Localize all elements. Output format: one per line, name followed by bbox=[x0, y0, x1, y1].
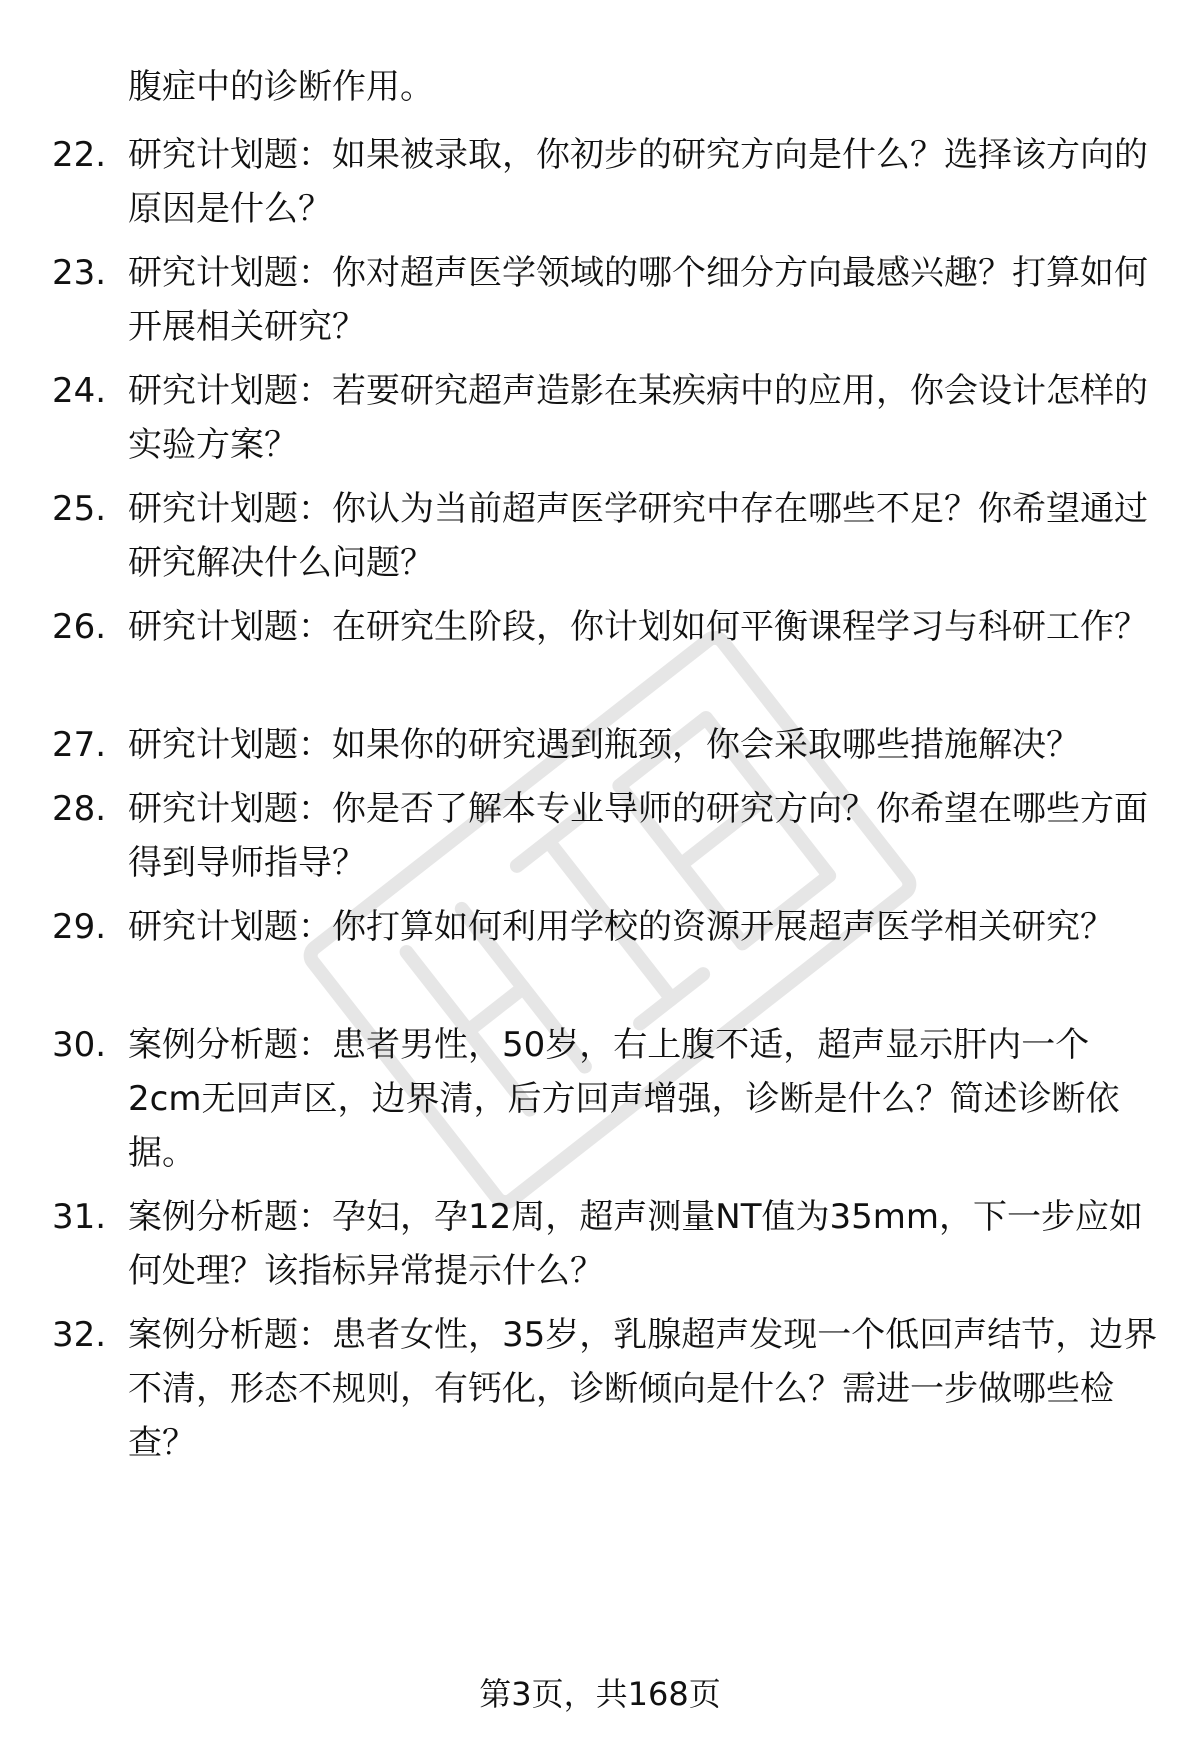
question-number: 22. bbox=[52, 135, 107, 175]
question-number: 28. bbox=[52, 789, 107, 829]
question-number: 25. bbox=[52, 489, 107, 529]
question-text: 研究计划题：你对超声医学领域的哪个细分方向最感兴趣？打算如何开展相关研究？ bbox=[128, 253, 1148, 347]
question-number: 30. bbox=[52, 1025, 107, 1065]
question-number: 26. bbox=[52, 607, 107, 647]
question-item bbox=[52, 364, 1162, 472]
question-item bbox=[52, 782, 1162, 890]
question-item bbox=[52, 128, 1162, 236]
question-text: 研究计划题：如果你的研究遇到瓶颈，你会采取哪些措施解决？ bbox=[128, 725, 1080, 765]
question-item bbox=[52, 1190, 1162, 1298]
question-number: 31. bbox=[52, 1197, 107, 1237]
question-item bbox=[52, 718, 1162, 772]
question-number: 24. bbox=[52, 371, 107, 411]
continuation-text: 腹症中的诊断作用。 bbox=[128, 67, 434, 107]
question-text: 研究计划题：你打算如何利用学校的资源开展超声医学相关研究？ bbox=[128, 907, 1114, 947]
question-item bbox=[52, 900, 1162, 954]
question-item bbox=[52, 246, 1162, 354]
question-number: 29. bbox=[52, 907, 107, 947]
question-item bbox=[52, 482, 1162, 590]
question-item bbox=[52, 1308, 1162, 1470]
question-text: 研究计划题：在研究生阶段，你计划如何平衡课程学习与科研工作？ bbox=[128, 607, 1148, 647]
question-text: 研究计划题：你认为当前超声医学研究中存在哪些不足？你希望通过研究解决什么问题？ bbox=[128, 489, 1148, 583]
question-number: 32. bbox=[52, 1315, 107, 1355]
question-number: 27. bbox=[52, 725, 107, 765]
question-text: 案例分析题：孕妇，孕12周，超声测量NT值为35mm，下一步应如何处理？该指标异常提示什么？ bbox=[128, 1197, 1143, 1291]
page-footer: 第3页，共168页 bbox=[479, 1675, 721, 1713]
question-text: 研究计划题：你是否了解本专业导师的研究方向？你希望在哪些方面得到导师指导？ bbox=[128, 789, 1148, 883]
question-item bbox=[52, 600, 1162, 654]
question-text: 研究计划题：若要研究超声造影在某疾病中的应用，你会设计怎样的实验方案？ bbox=[128, 371, 1148, 465]
question-text: 研究计划题：如果被录取，你初步的研究方向是什么？选择该方向的原因是什么？ bbox=[128, 135, 1148, 229]
question-text: 案例分析题：患者女性，35岁，乳腺超声发现一个低回声结节，边界不清，形态不规则，有钙化，诊断倾向是什么？需进一步做哪些检查？ bbox=[128, 1315, 1158, 1463]
question-number: 23. bbox=[52, 253, 107, 293]
question-text: 案例分析题：患者男性，50岁，右上腹不适，超声显示肝内一个2cm无回声区，边界清，后方回声增强，诊断是什么？简述诊断依据。 bbox=[128, 1025, 1120, 1173]
question-item bbox=[52, 1018, 1162, 1180]
